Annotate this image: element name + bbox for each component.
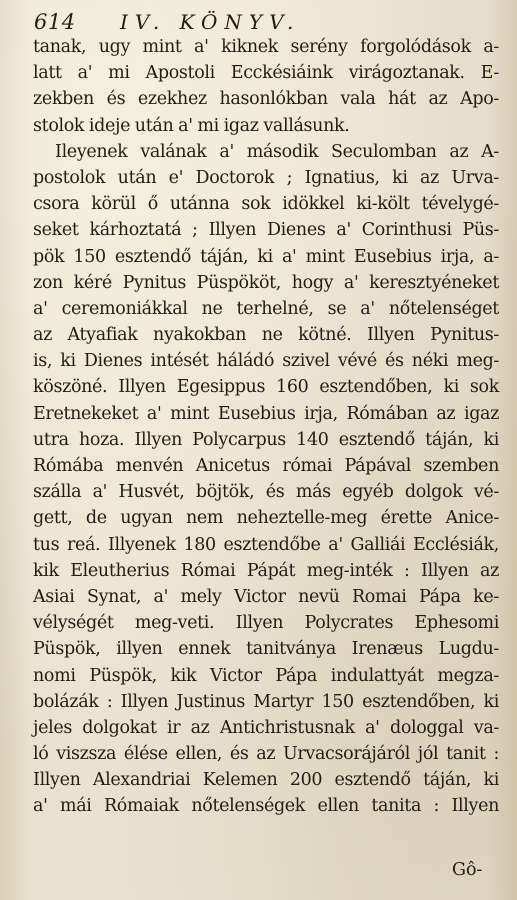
text-line: nomi Püspök, kik Victor Pápa indulattyát megza- <box>33 665 499 686</box>
text-line: az Atyafiak nyakokban ne kötné. Illyen Pynitus- <box>33 325 499 346</box>
body-text <box>33 34 499 820</box>
text-line: tus reá. Illyenek 180 esztendőbe a' Galliái Ecclésiák, <box>33 534 499 555</box>
text-line: seket kárhoztatá ; Illyen Dienes a' Corinthusi Püs- <box>33 220 499 241</box>
text-line: vélységét meg-veti. Illyen Polycrates Ephesomi <box>33 613 499 634</box>
text-line: a' mái Rómaiak nőtelenségek ellen tanita : Illyen <box>33 796 499 817</box>
text-line: jeles dolgokat ir az Antichristusnak a' dologgal va- <box>33 717 499 738</box>
text-line: Püspök, illyen ennek tanitványa Irenæus Lugdu- <box>33 639 499 660</box>
page-number: 614 <box>34 10 76 34</box>
text-line: pök 150 esztendő táján, ki a' mint Eusebius irja, a- <box>33 246 499 267</box>
text-line: zon kéré Pynitus Püspököt, hogy a' keresztyéneket <box>33 272 499 293</box>
text-line: Rómába menvén Anicetus római Pápával szemben <box>33 456 499 476</box>
text-line: gett, de ugyan nem neheztelle-meg érette Anice- <box>33 508 499 529</box>
text-line: szálla a' Husvét, böjtök, és más egyéb dolgok vé- <box>33 482 499 503</box>
text-line: stolok ideje után a' mi igaz vallásunk. <box>33 115 350 136</box>
text-line: utra hoza. Illyen Polycarpus 140 esztendő táján, ki <box>33 429 499 450</box>
text-line: is, ki Dienes intését háládó szivel vévé és néki meg- <box>33 351 499 372</box>
text-line: Illyen Alexandriai Kelemen 200 esztendő táján, ki <box>33 770 499 791</box>
catchword: Gô- <box>452 860 483 880</box>
text-line: Ileyenek valának a' második Seculomban az A- <box>55 141 499 162</box>
text-line: csora körül ő utánna sok idökkel ki-költ tévelygé- <box>33 194 499 215</box>
text-line: kik Eleutherius Római Pápát meg-inték : Illyen az <box>33 560 499 581</box>
text-line: Asiai Synat, a' mely Victor nevü Romai Pápa ke- <box>33 586 499 607</box>
running-head <box>34 10 494 36</box>
text-line: bolázák : Illyen Justinus Martyr 150 esztendőben, ki <box>33 691 499 712</box>
running-title: IV. KÖNYV. <box>120 10 301 34</box>
text-line: latt a' mi Apostoli Ecckésiáink virágoztanak. E- <box>33 63 499 84</box>
text-line: tanak, ugy mint a' kiknek serény forgolódások a- <box>33 37 499 57</box>
text-line: a' ceremoniákkal ne terhelné, se a' nőtelenséget <box>33 298 499 319</box>
text-line: Eretnekeket a' mint Eusebius irja, Rómában az igaz <box>33 403 499 424</box>
text-line: postolok után e' Doctorok ; Ignatius, ki az Urva- <box>33 167 499 188</box>
text-line: ló viszsza élése ellen, és az Urvacsorájáról jól tanit : <box>33 744 499 765</box>
text-line: köszöné. Illyen Egesippus 160 esztendőben, ki sok <box>33 377 499 398</box>
text-line: zekben és ezekhez hasonlókban vala hát az Apo- <box>33 89 499 110</box>
